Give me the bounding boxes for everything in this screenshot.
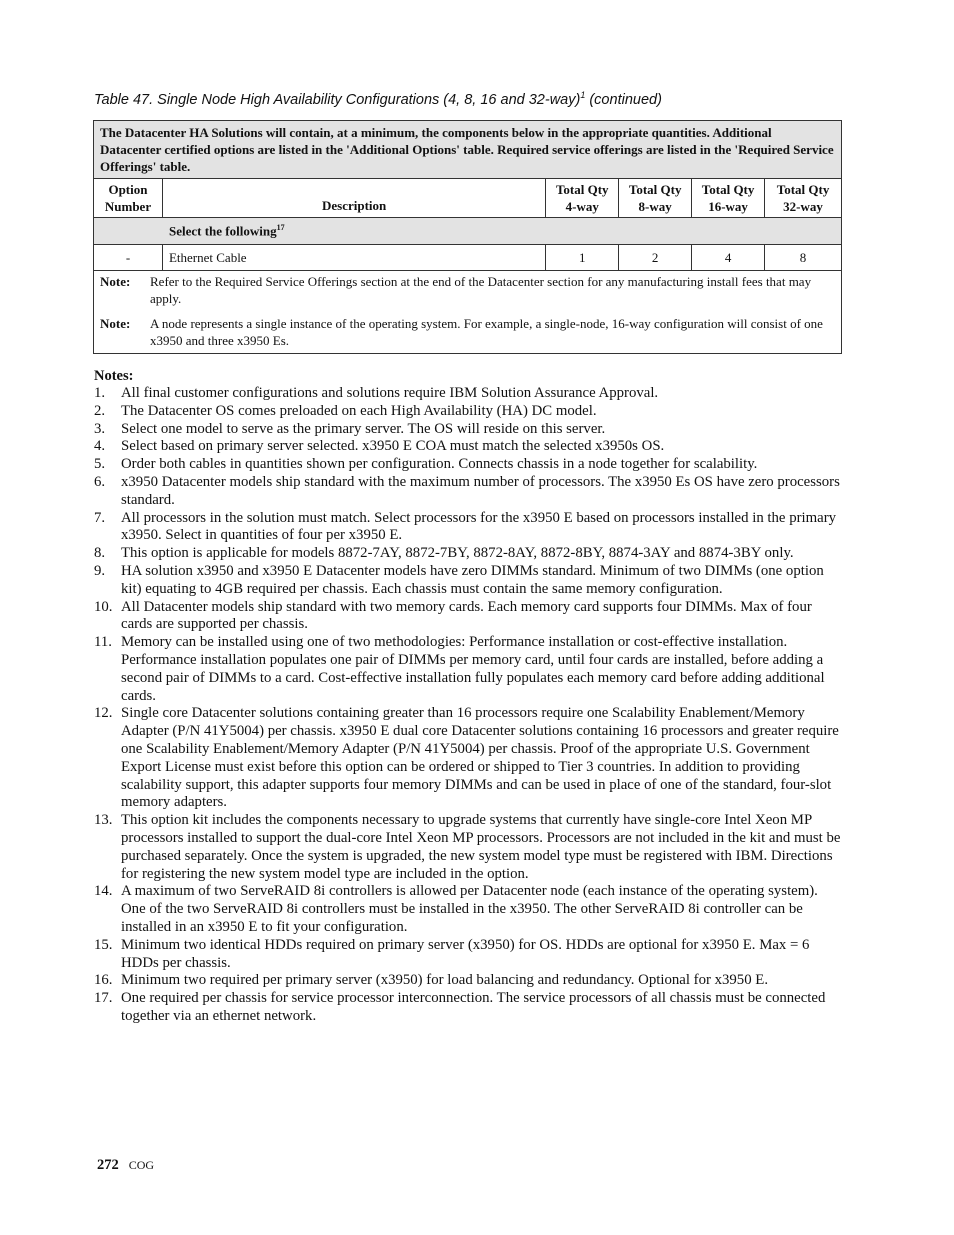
select-following-label: Select the following$^{17}$	[94, 218, 842, 245]
table-note: Note: Refer to the Required Service Offerings section at the end of the Datacenter section for any manufacturing install fees that may apply.	[100, 274, 812, 306]
list-item: 15. Minimum two identical HDDs required on primary server (x3950) for OS. HDDs are optional for x3950 E. Max = 6 HDDs per chassis.	[94, 936, 810, 971]
caption-footnote-ref: 1	[580, 90, 586, 100]
cell-qty-4way: 1	[546, 245, 619, 271]
header-option-number: Option Number	[94, 179, 163, 218]
document-code: COG	[128, 1158, 155, 1172]
notes-list	[94, 385, 846, 1026]
page-number: 272	[97, 1157, 119, 1173]
table-header-row	[94, 179, 842, 218]
header-qty-4way: Total Qty 4-way	[546, 179, 619, 218]
list-item: 13. This option kit includes the components necessary to upgrade systems that currently have single-core Intel Xeon MP processors installed to support the dual-core Intel Xeon MP processors. Processors are not included in the kit and must be purchased separately. Once the system is upgraded, the new system model type must be registered with IBM. Directions for registering the new system model type are included in the option.	[94, 812, 841, 882]
cell-qty-8way: 2	[619, 245, 692, 271]
table-banner-row	[94, 121, 842, 179]
notes-title: Notes:	[94, 368, 134, 384]
list-item: 8. This option is applicable for models 8872-7AY, 8872-7BY, 8872-8AY, 8872-8BY, 8874-3AY and 8874-3BY only.	[94, 545, 794, 562]
header-description: Description	[162, 179, 545, 218]
header-qty-32way: Total Qty 32-way	[765, 179, 842, 218]
list-item: 16. Minimum two required per primary server (x3950) for load balancing and redundancy. Optional for x3950 E.	[94, 972, 769, 989]
cell-qty-16way: 4	[692, 245, 765, 271]
list-item: 4. Select based on primary server selected. x3950 E COA must match the selected x3950s OS.	[94, 438, 665, 455]
list-item: 17. One required per chassis for service processor interconnection. The service processors of all chassis must be connected together via an ethernet network.	[94, 990, 826, 1024]
table-note: Note: A node represents a single instance of the operating system. For example, a single-node, 16-way configuration will consist of one x3950 and three x3950 Es.	[100, 316, 823, 348]
list-item: 3. Select one model to serve as the primary server. The OS will reside on this server.	[94, 420, 606, 437]
list-item: 2. The Datacenter OS comes preloaded on each High Availability (HA) DC model.	[94, 402, 597, 419]
caption-text: Table 47. Single Node High Availability Configurations (4, 8, 16 and 32-way)	[94, 91, 581, 108]
page-footer	[97, 1157, 154, 1174]
select-following-row	[94, 218, 842, 245]
cell-qty-32way: 8	[765, 245, 842, 271]
list-item: 9. HA solution x3950 and x3950 E Datacenter models have zero DIMMs standard. Minimum of two DIMMs (one option kit) equating to 4GB required per chassis. Each chassis must contain the same memory configuration.	[94, 562, 824, 597]
table-notes-row	[94, 271, 842, 354]
table-row	[94, 245, 842, 271]
list-item: 7. All processors in the solution must match. Select processors for the x3950 E based on processors installed in the primary x3950. Select in quantities of four per x3950 E.	[94, 509, 837, 544]
cell-option-number: -	[94, 245, 163, 271]
table-notes	[94, 271, 842, 354]
list-item: 5. Order both cables in quantities shown per configuration. Connects chassis in a node together for scalability.	[94, 456, 758, 473]
caption-suffix: (continued)	[585, 91, 662, 108]
list-item: 1. All final customer configurations and solutions require IBM Solution Assurance Approval.	[94, 385, 659, 401]
list-item: 14. A maximum of two ServeRAID 8i controllers is allowed per Datacenter node (each instance of the operating system). One of the two ServeRAID 8i controllers must be installed in the x3950. The other ServeRAID 8i controller can be installed in an x3950 E to fit your configuration.	[94, 883, 818, 935]
list-item: 10. All Datacenter models ship standard with two memory cards. Each memory card supports four DIMMs. Max of four cards are supported per chassis.	[94, 598, 812, 633]
list-item: 12. Single core Datacenter solutions containing greater than 16 processors require one Scalability Enablement/Memory Adapter (P/N 41Y5004) per chassis. x3950 E dual core Datacenter solutions containing 16 processors and greater require one Scalability Enablement/Memory Adapter (P/N 41Y5004) per chassis. Proof of the appropriate U.S. Government Export License must exist before this option can be ordered or shipped to Tier 3 countries. In addition to providing scalability support, this adapter supports four memory DIMMs and can be used in place of one of the standard, four-slot memory adapters.	[94, 705, 839, 811]
cell-description: Ethernet Cable	[162, 245, 545, 271]
table-banner: The Datacenter HA Solutions will contain, at a minimum, the components below in the appropriate quantities. Additional Datacenter certified options are listed in the 'Additional Options' table. Required service offerings are listed in the 'Required Service Offerings' table.	[94, 121, 842, 179]
list-item: 11. Memory can be installed using one of two methodologies: Performance installation or cost-effective installation. Performance installation populates one pair of DIMMs per memory card, until four cards are installed, before adding a second pair of DIMMs to a card. Cost-effective installation fully populates each memory card before adding additional cards.	[94, 634, 825, 704]
table-caption	[94, 90, 854, 108]
header-qty-8way: Total Qty 8-way	[619, 179, 692, 218]
ha-configurations-table	[93, 120, 842, 354]
header-qty-16way: Total Qty 16-way	[692, 179, 765, 218]
list-item: 6. x3950 Datacenter models ship standard with the maximum number of processors. The x3950 Es OS have zero processors standard.	[94, 473, 840, 508]
